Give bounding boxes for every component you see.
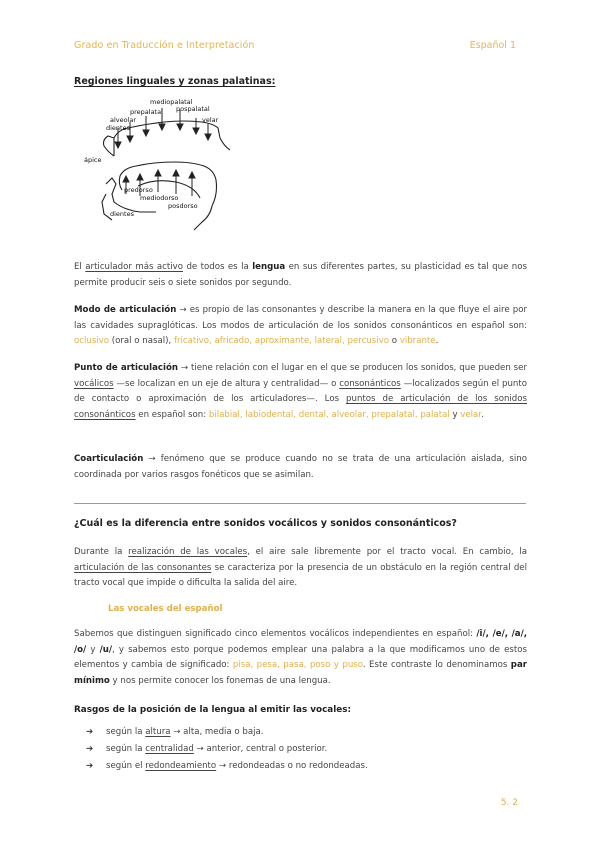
label-dientes-top: dientes [106, 124, 130, 132]
header-course: Grado en Traducción e Interpretación [74, 40, 255, 51]
arrow-icon: ➔ [86, 761, 94, 771]
paragraph-modo-articulacion: Modo de articulación → es propio de las consonantes y describe la manera en la que fluye el aire por las cavidades supraglóticas. Los modos de articulación de los sonidos consonánticos en español son: oclusivo (oral o nasal), fricativo, africado, aproximante, lateral, percusivo o vibrante. [74, 305, 527, 347]
label-dientes-bottom: dientes [110, 210, 134, 218]
label-predorso: predorso [124, 186, 153, 194]
paragraph-coarticulacion: Coarticulación → fenómeno que se produce cuando no se trata de una articulación aislada, sino coordinada por varios rasgos fonéticos que se asimilan. [74, 454, 527, 480]
paragraph-vocales: Sabemos que distinguen significado cinco elementos vocálicos independientes en español: /i/, /e/, /a/, /o/ y /u/, y sabemos esto porque podemos emplear una palabra a la que modificamos uno de estos elementos y cambia de significado: pisa, pesa, pasa, poso y puso. Este contraste lo denominamos par mínimo y nos permite conocer los fonemas de una lengua. [74, 629, 527, 686]
label-mediopalatal: mediopalatal [150, 98, 193, 106]
vocales-heading: Las vocales del español [108, 604, 223, 614]
rasgos-heading: Rasgos de la posición de la lengua al emitir las vocales: [74, 705, 351, 715]
label-posdorso: posdorso [168, 202, 198, 210]
horizontal-divider [74, 503, 526, 504]
paragraph-punto-articulacion: Punto de articulación → tiene relación con el lugar en el que se producen los sonidos, que pueden ser vocálicos —se localizan en un eje de altura y centralidad— o consonánticos —localizados según el punto de contacto o aproximación de los articuladores—. Los puntos de articulación de los sonidos consonánticos en español son: bilabial, labiodental, dental, alveolar, prepalatal, palatal y velar. [74, 363, 527, 420]
list-item: ➔ según la altura → alta, media o baja. [86, 727, 264, 737]
label-prepalatal: prepalatal [130, 108, 163, 116]
label-alveolar: alveolar [110, 116, 137, 124]
page-number: 5. 2 [500, 798, 518, 808]
tongue-palate-diagram [84, 98, 240, 238]
paragraph-articulador: El articulador más activo de todos es la lengua en sus diferentes partes, su plasticidad es tal que nos permite producir seis o siete sonidos por segundo. [74, 262, 527, 288]
label-apice: ápice [84, 156, 102, 164]
arrow-icon: ➔ [86, 727, 94, 737]
header-subject: Español 1 [469, 40, 516, 51]
list-item: ➔ según la centralidad → anterior, central o posterior. [86, 744, 328, 754]
arrow-icon: ➔ [86, 744, 94, 754]
question-heading: ¿Cuál es la diferencia entre sonidos vocálicos y sonidos consonánticos? [74, 518, 457, 529]
section-title: Regiones linguales y zonas palatinas: [74, 76, 276, 87]
label-pospalatal: pospalatal [176, 105, 210, 113]
label-velar: velar [202, 116, 219, 124]
paragraph-diferencia: Durante la realización de las vocales, el aire sale libremente por el tracto vocal. En cambio, la articulación de las consonantes se caracteriza por la presencia de un obstáculo en la región central del tracto vocal que impide o dificulta la salida del aire. [74, 547, 527, 589]
label-mediodorso: mediodorso [140, 194, 179, 202]
list-item: ➔ según el redondeamiento → redondeadas o no redondeadas. [86, 761, 368, 771]
